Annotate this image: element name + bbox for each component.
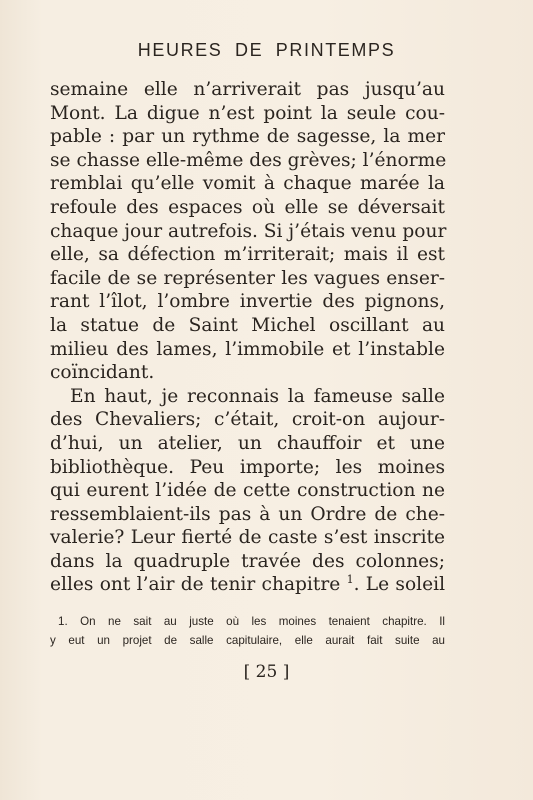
text-line: facile de se représenter les vagues enser-: [50, 267, 445, 289]
text-line: qui eurent l’idée de cette construction ne: [50, 480, 445, 502]
text-line: dans la quadruple travée des colonnes;: [50, 550, 445, 572]
text-line: d’hui, un atelier, un chauffoir et une: [50, 432, 445, 454]
text-line: milieu des lames, l’immobile et l’instable: [50, 338, 445, 360]
text-line: remblai qu’elle vomit à chaque marée la: [50, 173, 445, 195]
text-line: des Chevaliers; c’était, croit-on aujour-: [50, 409, 445, 431]
text-line: semaine elle n’arriverait pas jusqu’au: [50, 79, 445, 100]
text-line: bibliothèque. Peu importe; les moines: [50, 456, 445, 478]
text-line: chaque jour autrefois. Si j’étais venu pour: [50, 220, 447, 242]
footnote-line: y eut un projet de salle capitulaire, elle aurait fait suite au: [50, 634, 445, 647]
footnotes: [50, 612, 445, 650]
text-line: la statue de Saint Michel oscillant au: [50, 314, 445, 336]
text-line: coïncidant.: [50, 362, 155, 384]
text-line: elle, sa défection m’irriterait; mais il est: [50, 244, 445, 266]
text-line: Mont. La digue n’est point la seule cou-: [50, 102, 445, 124]
text-fragment: .: [353, 574, 366, 596]
running-head: HEURES DE PRINTEMPS: [137, 40, 396, 60]
text-line: pable : par un rythme de sagesse, la mer: [50, 126, 445, 148]
footnote-line: 1. On ne sait au juste où les moines tenaient chapitre. Il: [58, 615, 445, 628]
text-line: refoule des espaces où elle se déversait: [50, 196, 445, 218]
text-fragment: elles ont l’air de tenir chapitre: [50, 574, 341, 596]
text-line: rant l’îlot, l’ombre invertie des pignons,: [50, 291, 445, 313]
text-line-with-footnote: [50, 573, 445, 597]
text-line: valerie? Leur fierté de caste s’est inscrite: [50, 527, 445, 549]
text-line: ressemblaient-ils pas à un Ordre de che-: [50, 503, 445, 525]
text-fragment: Le soleil: [365, 574, 446, 596]
text-line: En haut, je reconnais la fameuse salle: [70, 385, 445, 407]
text-line: se chasse elle-même des grèves; l’énorme: [50, 149, 447, 171]
body-text: [50, 78, 445, 597]
footnote-marker: 1: [346, 573, 354, 587]
page-number: [ 25 ]: [243, 662, 290, 682]
